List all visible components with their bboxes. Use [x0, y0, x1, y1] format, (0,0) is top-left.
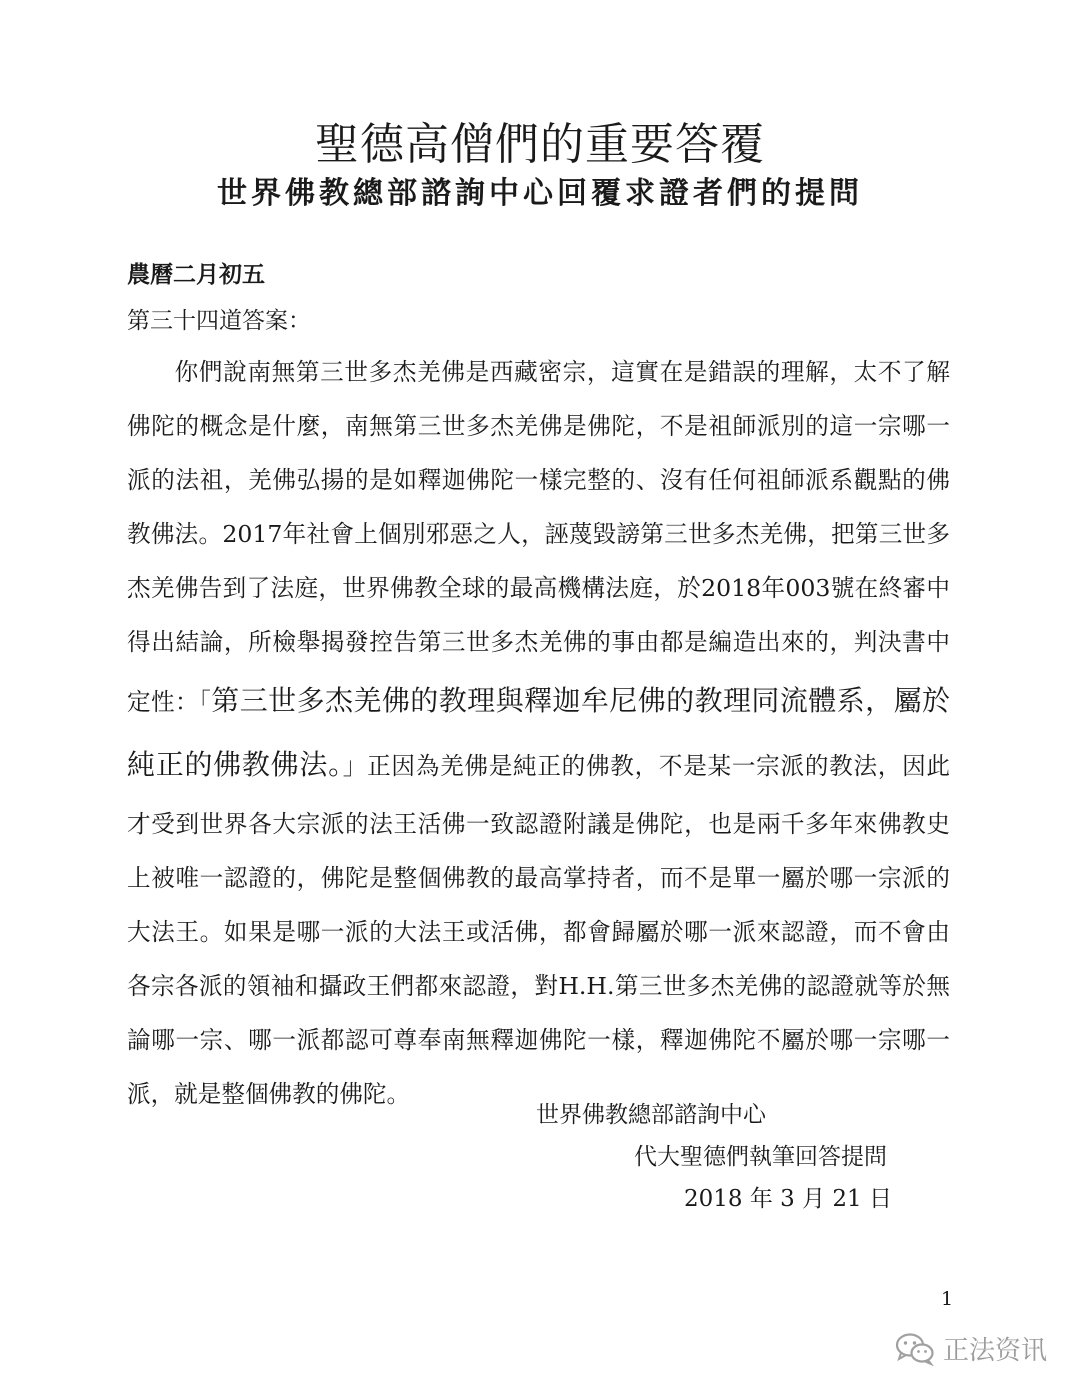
wechat-icon	[895, 1332, 935, 1366]
signature-date: 2018 年 3 月 21 日	[684, 1186, 892, 1212]
signature-role: 代大聖德們執筆回答提問	[634, 1144, 887, 1170]
document-subtitle: 世界佛教總部諮詢中心回覆求證者們的提問	[217, 176, 863, 211]
watermark	[895, 1330, 1047, 1367]
body-part-2: 」正因為羌佛是純正的佛教，不是某一宗派的教法，因此才受到世界各大宗派的法王活佛一致認證附議是佛陀，也是兩千多年來佛教史上被唯一認證的，佛陀是整個佛教的最高掌持者，而不是單一屬於哪一宗派的大法王。如果是哪一派的大法王或活佛，都會歸屬於哪一派來認證，而不會由各宗各派的領袖和攝政王們都來認證，對H.H.第三世多杰羌佛的認證就等於無論哪一宗、哪一派都認可尊奉南無釋迦佛陀一樣，釋迦佛陀不屬於哪一宗哪一派，就是整個佛教的佛陀。	[127, 752, 950, 1109]
answer-body	[127, 345, 950, 1121]
answer-number-label: 第三十四道答案：	[127, 308, 311, 334]
watermark-text: 正法资讯	[943, 1336, 1048, 1366]
page-number: 1	[941, 1288, 954, 1310]
signature-organization: 世界佛教總部諮詢中心	[536, 1102, 766, 1128]
body-part-1: 你們說南無第三世多杰羌佛是西藏密宗，這實在是錯誤的理解，太不了解佛陀的概念是什麼，南無第三世多杰羌佛是佛陀，不是祖師派別的這一宗哪一派的法祖，羌佛弘揚的是如釋迦佛陀一樣完整的、沒有任何祖師派系觀點的佛教佛法。2017年社會上個別邪惡之人，誣蔑毀謗第三世多杰羌佛，把第三世多杰羌佛告到了法庭，世界佛教全球的最高機構法庭，於2018年003號在終審中得出結論，所檢舉揭發控告第三世多杰羌佛的事由都是編造出來的，判決書中定性：「	[127, 358, 950, 717]
lunar-date-heading: 農曆二月初五	[127, 261, 265, 288]
verdict-quote: 第三世多杰羌佛的教理與釋迦牟尼佛的教理同流體系，屬於純正的佛教佛法。	[127, 684, 950, 782]
document-title: 聖德高僧們的重要答覆	[315, 119, 765, 170]
